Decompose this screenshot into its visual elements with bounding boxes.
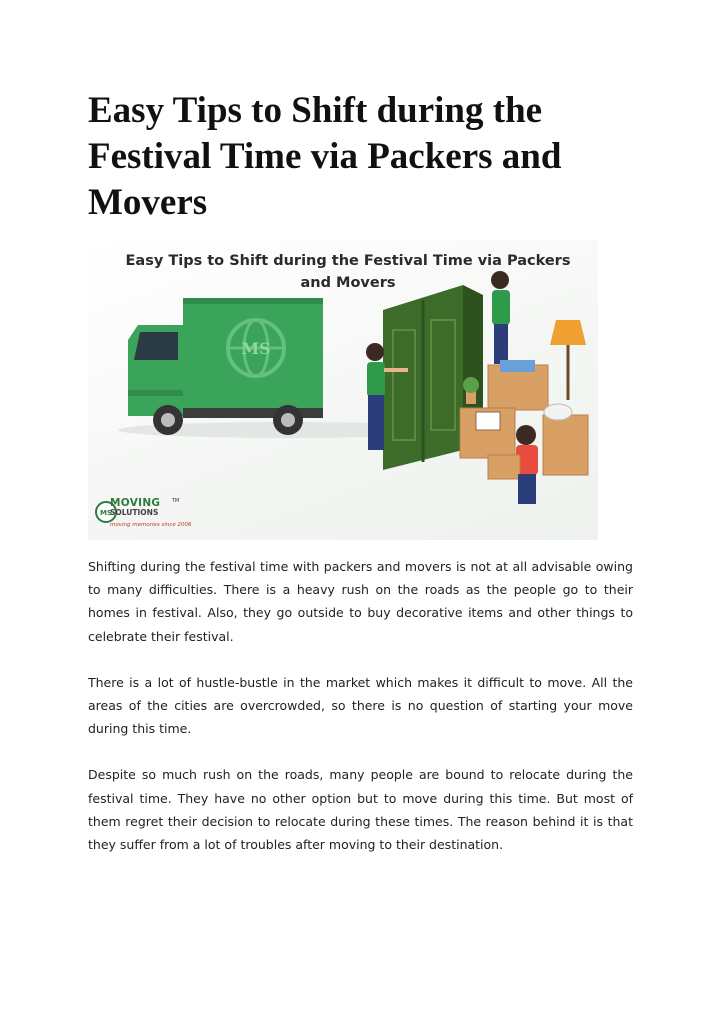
- truck-logo-text: MS: [241, 339, 271, 358]
- brand-name-line1: MOVING: [110, 497, 161, 509]
- picture-frame: [476, 412, 500, 430]
- moving-box-3: [543, 415, 588, 475]
- article-illustration: [88, 240, 598, 540]
- truck-window: [134, 332, 178, 360]
- paragraph-1: Shifting during the festival time with packers and movers is not at all advisable owing to many difficulties. There is a heavy rush on the roads as the people go to their homes in festival. Also, they go outside to buy decorative items and other things to celebrate their festival.: [88, 559, 633, 644]
- mover-left-pants: [368, 395, 384, 450]
- brand-name-line2: SOLUTIONS: [110, 508, 159, 517]
- article-body: [88, 555, 633, 879]
- trademark-mark: TM: [172, 498, 180, 504]
- mover-left-shirt: [367, 362, 385, 397]
- lamp-shade: [550, 320, 586, 345]
- girl-carry-box: [488, 455, 520, 479]
- mover-left-head: [366, 343, 384, 361]
- paragraph-2: There is a lot of hustle-bustle in the market which makes it difficult to move. All the areas of the cities are overcrowded, so there is no question of starting your move during this time.: [88, 674, 633, 737]
- brand-tagline: moving memories since 2006: [110, 522, 192, 528]
- plates: [544, 404, 572, 420]
- paragraph-3: Despite so much rush on the roads, many people are bound to relocate during the festival time. They have no other option but to move during this time. But most of them regret their decision to relocate during these times. The reason behind it is that they suffer from a lot of troubles after moving to their destination.: [88, 767, 633, 853]
- books-stack: [500, 360, 535, 372]
- plant: [463, 377, 479, 393]
- illustration-banner-title: Easy Tips to Shift during the Festival Time via Packers and Movers: [125, 253, 571, 291]
- svg-text:MS: MS: [99, 509, 113, 517]
- article-title: Easy Tips to Shift during the Festival Time via Packers and Movers: [88, 90, 562, 223]
- mover-girl-head: [516, 425, 536, 445]
